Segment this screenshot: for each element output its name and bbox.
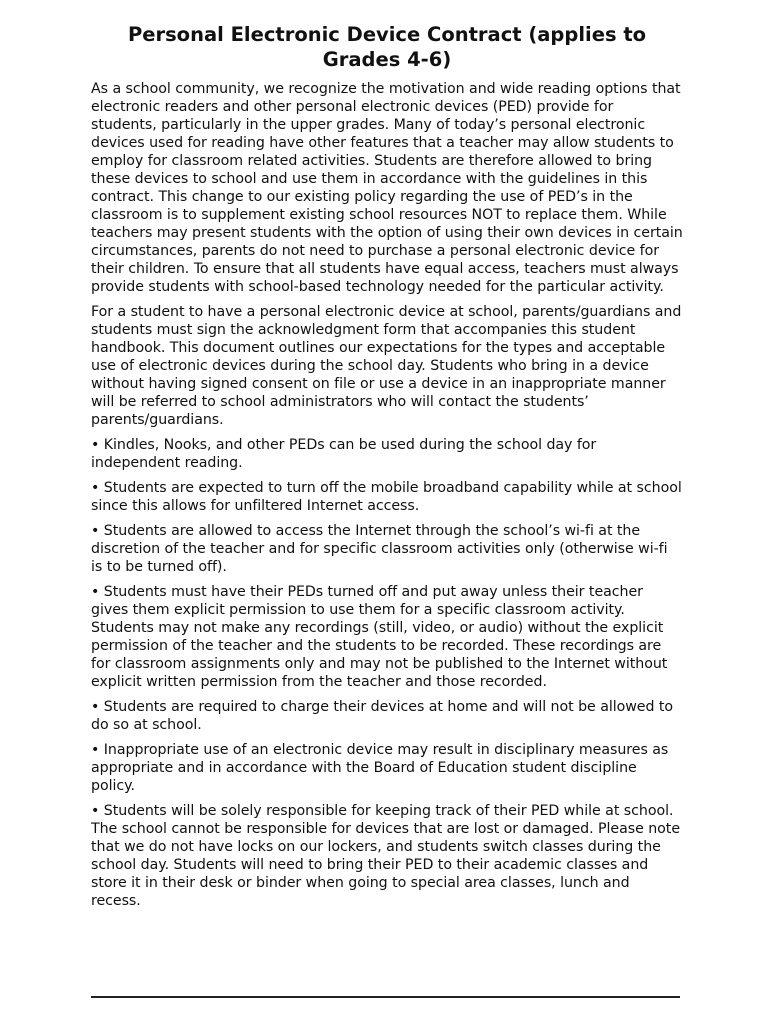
horizontal-divider	[91, 996, 680, 998]
rule-item-broadband: • Students are expected to turn off the mobile broadband capability while at school since this allows for unfiltered Internet access.	[91, 480, 682, 514]
rule-item-discipline: • Inappropriate use of an electronic device may result in disciplinary measures as appropriate and in accordance with the Board of Education student discipline policy.	[91, 742, 669, 794]
rule-item-charging: • Students are required to charge their devices at home and will not be allowed to do so at school.	[91, 699, 674, 733]
rule-item-reading: • Kindles, Nooks, and other PEDs can be used during the school day for independent reading.	[91, 437, 597, 471]
rule-item-responsibility: • Students will be solely responsible for keeping track of their PED while at school. The school cannot be responsible for devices that are lost or damaged. Please note that we do not have locks on our lockers, and students switch classes during the school day. Students will need to bring their PED to their academic classes and store it in their desk or binder when going to special area classes, lunch and recess.	[91, 803, 680, 909]
intro-paragraph: As a school community, we recognize the motivation and wide reading options that electronic readers and other personal electronic devices (PED) provide for students, particularly in the upper grades. Many of today’s personal electronic devices used for reading have other features that a teacher may allow students to employ for classroom related activities. Students are therefore allowed to bring these devices to school and use them in accordance with the guidelines in this contract. This change to our existing policy regarding the use of PED’s in the classroom is to supplement existing school resources NOT to replace them. While teachers may present students with the option of using their own devices in certain circumstances, parents do not need to purchase a personal electronic device for their children. To ensure that all students have equal access, teachers must always provide students with school-based technology needed for the particular activity.	[91, 81, 683, 295]
rule-item-recordings: • Students must have their PEDs turned off and put away unless their teacher gives them explicit permission to use them for a specific classroom activity. Students may not make any recordings (still, video, or audio) without the explicit permission of the teacher and the students to be recorded. These recordings are for classroom assignments only and may not be published to the Internet without explicit written permission from the teacher and those recorded.	[91, 584, 668, 690]
rule-item-wifi: • Students are allowed to access the Internet through the school’s wi-fi at the discretion of the teacher and for specific classroom activities only (otherwise wi-fi is to be turned off).	[91, 523, 668, 575]
document-title: Personal Electronic Device Contract (applies to Grades 4-6)	[127, 23, 647, 71]
consent-paragraph: For a student to have a personal electronic device at school, parents/guardians and students must sign the acknowledgment form that accompanies this student handbook. This document outlines our expectations for the types and acceptable use of electronic devices during the school day. Students who bring in a device without having signed consent on file or use a device in an inappropriate manner will be referred to school administrators who will contact the students’ parents/guardians.	[91, 304, 682, 428]
document-page	[91, 22, 683, 917]
